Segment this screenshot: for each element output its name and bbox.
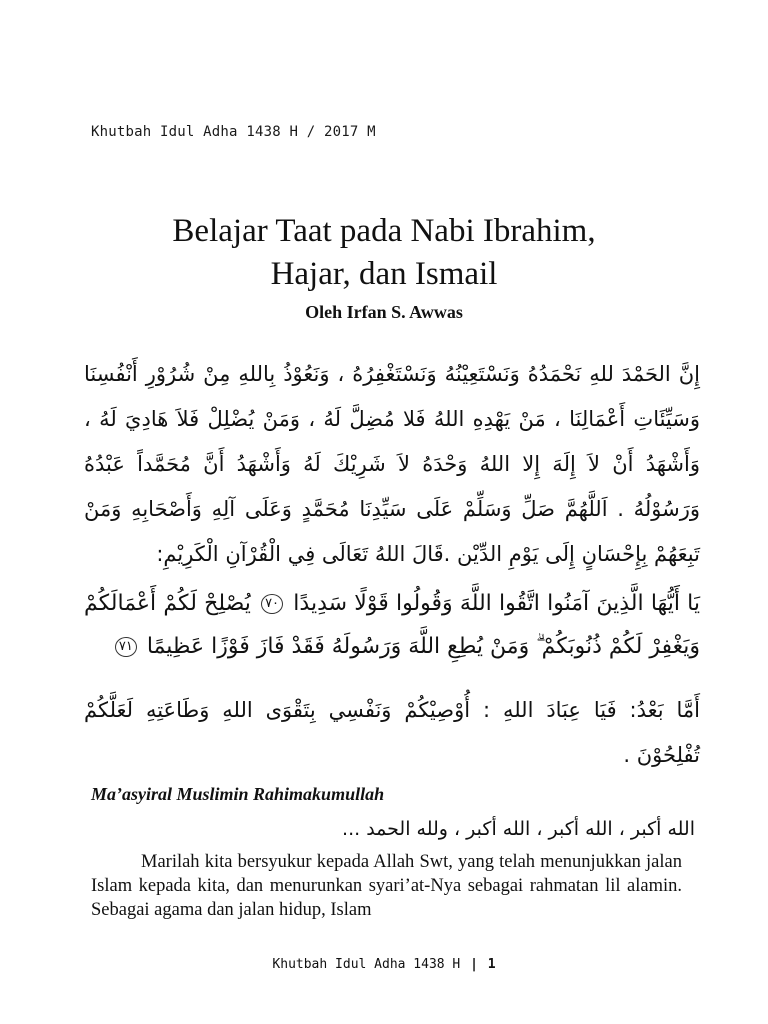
- verse-number-70: ٧٠: [261, 594, 283, 614]
- quran-verse-71: يُصْلِحْ لَكُمْ أَعْمَالَكُمْ وَيَغْفِرْ لَكُمْ ذُنُوبَكُمْ ۗ وَمَنْ يُطِعِ اللَّهَ وَرَسُولَهُ فَقَدْ فَازَ فَوْزًا عَظِيمًا: [84, 591, 700, 659]
- arabic-opening-prayer: إِنَّ الحَمْدَ للهِ نَحْمَدُهُ وَنَسْتَعِيْنُهُ وَنَسْتَغْفِرُهُ ، وَنَعُوْذُ بِاللهِ مِنْ شُرُوْرِ أَنْفُسِنَا وَسَيِّئَاتِ أَعْمَالِنَا ، مَنْ يَهْدِهِ اللهُ فَلا مُضِلَّ لَهُ ، وَمَنْ يُضْلِلْ فَلاَ هَادِيَ لَهُ ، وَأَشْهَدُ أَنْ لاَ إِلَهَ إِلا اللهُ وَحْدَهُ لاَ شَرِيْكَ لَهُ وَأَشْهَدُ أَنَّ مُحَمَّداً عَبْدُهُ وَرَسُوْلُهُ . اَللَّهُمَّ صَلِّ وَسَلِّمْ عَلَى سَيِّدِنَا مُحَمَّدٍ وَعَلَى آلِهِ وَأَصْحَابِهِ وَمَنْ تَبِعَهُمْ بِإِحْسَانٍ إِلَى يَوْمِ الدِّيْن .قَالَ اللهُ تَعَالَى فِي الْقُرْآنِ الْكَرِيْمِ:: [84, 362, 700, 566]
- section-subheading: Ma’asyiral Muslimin Rahimakumullah: [91, 784, 385, 804]
- page-footer: [0, 957, 768, 972]
- title-line-2: Hajar, dan Ismail: [270, 256, 498, 292]
- page-number: 1: [487, 957, 496, 972]
- arabic-closing-wasiat: أَمَّا بَعْدُ: فَيَا عِبَادَ اللهِ : أُوْصِيْكُمْ وَنَفْسِي بِتَقْوَى اللهِ وَطَاعَتِهِ لَعَلَّكُمْ تُفْلِحُوْنَ .: [84, 698, 700, 767]
- verse-number-71: ٧١: [115, 637, 137, 657]
- body-paragraph: Marilah kita bersyukur kepada Allah Swt, yang telah menunjukkan jalan Islam kepada kita, dan menurunkan syari’at-Nya sebagai rahmatan lil alamin. Sebagai agama dan jalan hidup, Islam: [91, 852, 682, 920]
- running-header: Khutbah Idul Adha 1438 H / 2017 M: [91, 124, 376, 140]
- takbir-line: الله أكبر ، الله أكبر ، الله أكبر ، ولله الحمد ...: [342, 818, 695, 840]
- footer-separator: |: [470, 957, 478, 972]
- author-byline: Oleh Irfan S. Awwas: [305, 302, 463, 322]
- title-line-1: Belajar Taat pada Nabi Ibrahim,: [172, 213, 596, 249]
- footer-title: Khutbah Idul Adha 1438 H: [272, 957, 461, 972]
- quran-verse-block: [84, 582, 700, 668]
- page-title: [0, 210, 768, 296]
- quran-verse-70: يَا أَيُّهَا الَّذِينَ آمَنُوا اتَّقُوا اللَّهَ وَقُولُوا قَوْلًا سَدِيدًا: [293, 591, 700, 616]
